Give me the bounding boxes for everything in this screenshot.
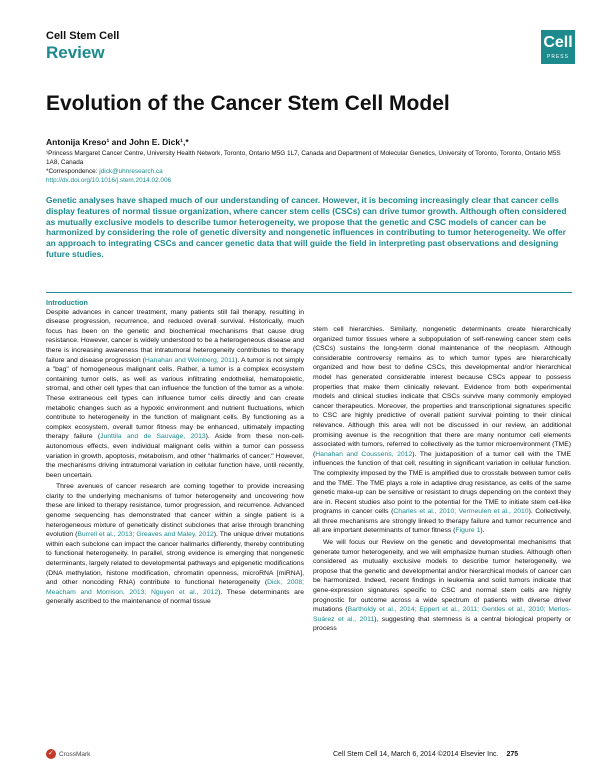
citation-link[interactable]: Dick, 2008; Meacham and Morrison, 2013; Nguyen et al., 2012	[46, 579, 304, 596]
section-heading: Introduction	[46, 298, 88, 307]
citation-link[interactable]: Burrell et al., 2013; Greaves and Maley, 2012	[77, 531, 214, 539]
paragraph: We will focus our Review on the genetic and developmental mechanisms that generate tumor heterogeneity, and we will emphasize human studies. Although often considered as mutually exclusive models to describe tumor heterogeneity, we propose that the genetic and developmental and/or hierarchical models of cancer can be harmonized. Indeed, recent findings in leukemia and solid tumors indicate that gene-expression signatures specific to CSC and normal stem cells are highly prognostic for outcome across a wide spectrum of patients with diverse driver mutations (Bartholdy et al., 2014; Eppert et al., 2011; Gentles et al., 2010; Merlos-Suárez et al., 2011), suggesting that stemness is a central biological property or process	[313, 539, 571, 633]
divider	[46, 292, 572, 293]
correspondence-label: *Correspondence:	[46, 168, 100, 175]
affiliation: ¹Princess Margaret Cancer Centre, University Health Network, Toronto, Ontario M5G 1L7, Canada and Department of Molecular Genetics, University of Toronto, Toronto, Ontario M5S 1A8, Canada	[46, 150, 561, 166]
crossmark-badge[interactable]	[46, 749, 90, 759]
figure-link[interactable]: Figure 1	[455, 527, 481, 535]
citation-link[interactable]: Hanahan and Weinberg, 2011	[144, 356, 236, 364]
paragraph: Despite advances in cancer treatment, many patients still fail therapy, resulting in disease progression, recurrence, and reduced overall survival. Historically, much focus has been on the genetic and biochemical mechanisms that cause drug resistance. However, cancer is widely understood to be a heterogeneous disease and there is increasing awareness that intratumoral heterogeneity contributes to therapy failure and disease progression (Hanahan and Weinberg, 2011). A tumor is not simply a "bag" of homogeneous malignant cells. Rather, a tumor is a complex ecosystem containing tumor cells, as well as various infiltrating endothelial, hematopoietic, stromal, and other cell types that can influence the function of the tumor as a whole. These extraneous cell types can influence tumor cells directly and can create metabolic changes such as a hypoxic environment and nutrient fluctuations, which contribute to heterogeneity in the function of malignant cells. By functioning as a complex ecosystem, overall tumor fitness may be enhanced, ultimately impacting therapy failure (Junttila and de Sauvage, 2013). Aside from these non-cell-autonomous effects, even individual malignant cells within a tumor can possess variation in growth, apoptosis, metabolism, and other "hallmarks of cancer." However, the mechanisms driving intratumoral variation in cellular function have, until recently, been uncertain.	[46, 308, 304, 479]
logo-subtext: PRESS	[547, 54, 569, 60]
paragraph: Three avenues of cancer research are coming together to provide increasing clarity to the underlying mechanisms of tumor heterogeneity and uncovering how these are linked to therapy resistance, tumor progression, and recurrence. Advanced genome sequencing has demonstrated that cancer within a single patient is a heterogeneous mixture of genetically distinct subclones that arise through branching evolution (Burrell et al., 2013; Greaves and Maley, 2012). The unique driver mutations within each subclone can impact the cancer hallmarks differently, thereby contributing to functional heterogeneity. In parallel, strong evidence is emerging that nongenetic determinants, largely related to developmental pathways and epigenetic modifications (DNA methylation, histone modification, chromatin openness, microRNA [miRNA], and other noncoding RNA) contribute to functional heterogeneity (Dick, 2008; Meacham and Morrison, 2013; Nguyen et al., 2012). These determinants are generally ascribed to the maintenance of normal tissue	[46, 483, 304, 606]
crossmark-label: CrossMark	[59, 750, 91, 758]
doi-link[interactable]: http://dx.doi.org/10.1016/j.stem.2014.02.006	[46, 176, 172, 184]
citation-link[interactable]: Hanahan and Coussens, 2012	[315, 450, 413, 458]
crossmark-icon	[46, 749, 56, 759]
logo-text: Cell	[543, 34, 573, 51]
citation-link[interactable]: Bartholdy et al., 2014; Eppert et al., 2011; Gentles et al., 2010; Merlos-Suárez et al., 2011	[313, 606, 571, 623]
author-list: Antonija Kreso¹ and John E. Dick¹,*	[46, 137, 189, 147]
body-column-left	[46, 298, 304, 607]
correspondence	[46, 168, 171, 185]
body-column-right	[313, 325, 571, 634]
page-number: 275	[506, 751, 519, 758]
section-label: Review	[46, 43, 105, 62]
abstract: Genetic analyses have shaped much of our understanding of cancer. However, it is becoming increasingly clear that cancer cells display features of normal tissue organization, where cancer stem cells (CSCs) can drive tumor growth. Although often considered as mutually exclusive models to describe tumor heterogeneity, we propose that the genetic and CSC models of cancer can be harmonized by considering the role of genetic diversity and nongenetic influences in contributing to tumor heterogeneity. We offer an approach to integrating CSCs and cancer genetic data that will guide the field in interpreting past observations and designing future studies.	[46, 195, 567, 259]
article-title: Evolution of the Cancer Stem Cell Model	[46, 92, 450, 115]
page-footer	[333, 751, 518, 758]
correspondence-email[interactable]: jdick@uhnresearch.ca	[99, 168, 163, 175]
paragraph: stem cell hierarchies. Similarly, nongenetic determinants create hierarchically organized tumor tissues where a subpopulation of self-renewing cancer stem cells (CSCs) sustains the long-term clonal maintenance of the neoplasm. Although considerable controversy remains as to which tumor types are hierarchically organized and how best to define CSCs, this developmental and/or hierarchical model has generated considerable interest because CSCs appear to possess properties that make them clinically relevant. Evidence from both experimental models and clinical studies indicate that CSCs survive many commonly employed cancer therapeutics. Moreover, the properties and transcriptional signatures specific to CSC are highly predictive of overall patient survival pointing to their clinical relevance. Although this area will not be discussed in our review, an additional promising avenue is the recognition that there are many nontumor cell elements associated with tumors, referred to collectively as the tumor microenvironment (TME) (Hanahan and Coussens, 2012). The juxtaposition of a tumor cell with the TME influences the function of that cell, resulting in significant variation in cellular function. The complexity imposed by the TME is amplified due to crosstalk between tumor cells and the TME. The TME plays a role in adaptive drug resistance, as cells of the same genetic make-up can be sensitive or resistant to drugs depending on the context they are in. Recent studies also point to the potential for the TME to initiate stem cell-like programs in cancer cells (Charles et al., 2010; Vermeulen et al., 2010). Collectively, all three mechanisms are strongly linked to therapy failure and tumor recurrence and all are important determinants of tumor fitness (Figure 1).	[313, 326, 572, 535]
citation-link[interactable]: Junttila and de Sauvage, 2013	[100, 433, 206, 441]
footer-citation: Cell Stem Cell 14, March 6, 2014 ©2014 Elsevier Inc.	[333, 751, 499, 758]
citation-link[interactable]: Charles et al., 2010; Vermeulen et al., 2010	[393, 508, 529, 516]
journal-name: Cell Stem Cell	[46, 30, 120, 42]
cell-press-logo	[541, 30, 575, 64]
